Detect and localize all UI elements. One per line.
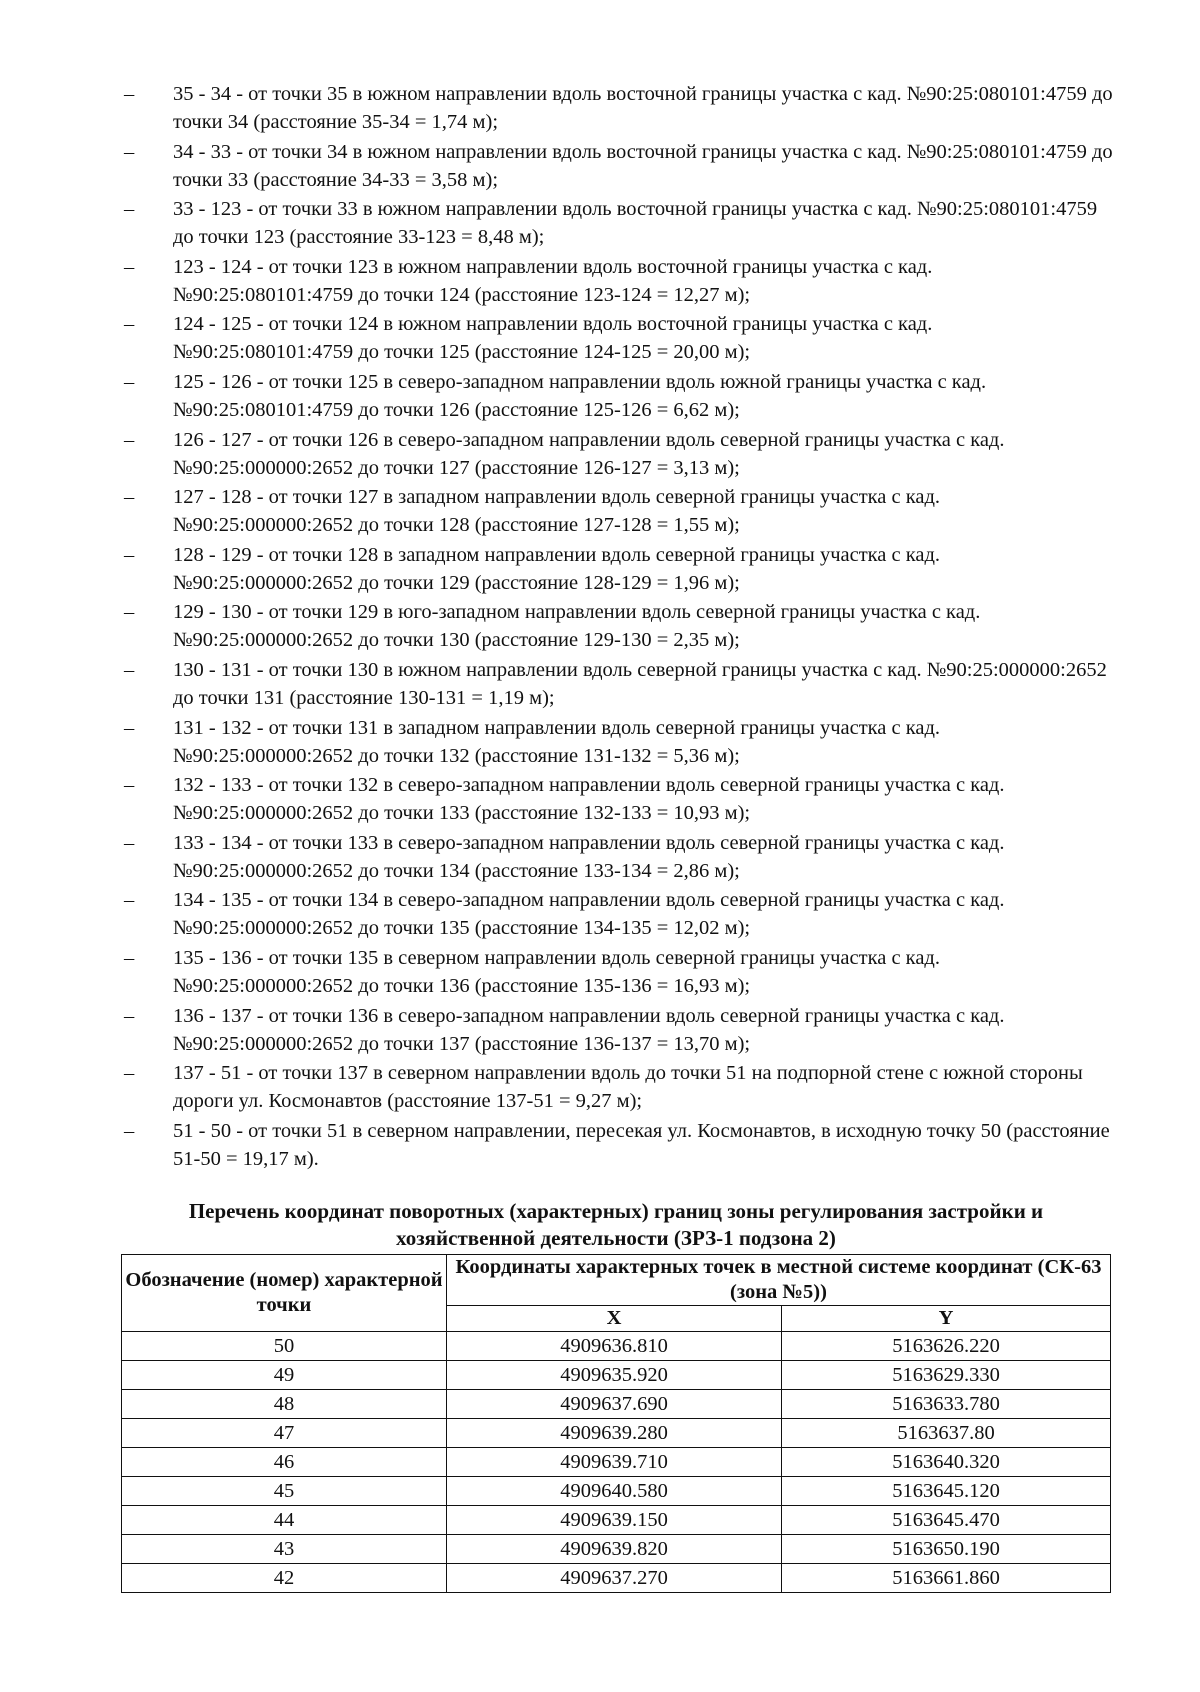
list-dash: – [124,313,135,336]
list-item [124,310,1114,366]
list-item-text: 125 - 126 - от точки 125 в северо-западном направлении вдоль южной границы участка с кад. №90:25:080101:4759 до точки 126 (расстояние 125-126 = 6,62 м); [173,370,987,421]
cell-x: 4909639.710 [447,1448,782,1477]
cell-x: 4909637.690 [447,1390,782,1419]
list-dash: – [124,658,135,681]
cell-point: 48 [122,1390,447,1419]
list-dash: – [124,946,135,969]
list-dash: – [124,601,135,624]
list-dash: – [124,198,135,221]
header-x: X [447,1306,782,1332]
list-item [124,829,1114,885]
list-item-text: 135 - 136 - от точки 135 в северном направлении вдоль северной границы участка с кад. №90:25:000000:2652 до точки 136 (расстояние 135-136 = 16,93 м); [173,946,940,997]
list-item [124,541,1114,597]
cell-y: 5163626.220 [782,1332,1111,1361]
list-dash: – [124,255,135,278]
table-row [122,1506,1111,1535]
table-row [122,1419,1111,1448]
list-item-text: 130 - 131 - от точки 130 в южном направлении вдоль северной границы участка с кад. №90:25:000000:2652 до точки 131 (расстояние 130-131 = 1,19 м); [173,658,1107,709]
table-row [122,1448,1111,1477]
header-y: Y [782,1306,1111,1332]
list-item [124,80,1114,136]
list-dash: – [124,140,135,163]
table-header-row [122,1255,1111,1306]
list-dash: – [124,831,135,854]
cell-y: 5163650.190 [782,1535,1111,1564]
header-point-number: Обозначение (номер) характерной точки [122,1255,447,1332]
list-dash: – [124,428,135,451]
list-item [124,426,1114,482]
list-item-text: 127 - 128 - от точки 127 в западном направлении вдоль северной границы участка с кад. №90:25:000000:2652 до точки 128 (расстояние 127-128 = 1,55 м); [173,486,941,537]
list-item [124,253,1114,309]
list-item [124,886,1114,942]
list-item-text: 33 - 123 - от точки 33 в южном направлении вдоль восточной границы участка с кад. №90:25:080101:4759 до точки 123 (расстояние 33-123 = 8,48 м); [173,198,1098,249]
table-row [122,1535,1111,1564]
list-item-text: 133 - 134 - от точки 133 в северо-западном направлении вдоль северной границы участка с кад. №90:25:000000:2652 до точки 134 (расстояние 133-134 = 2,86 м); [173,831,1005,882]
list-item [124,598,1114,654]
list-item-text: 129 - 130 - от точки 129 в юго-западном направлении вдоль северной границы участка с кад. №90:25:000000:2652 до точки 130 (расстояние 129-130 = 2,35 м); [173,601,981,652]
header-coordinates: Координаты характерных точек в местной системе координат (СК-63 (зона №5)) [447,1255,1111,1306]
cell-x: 4909639.820 [447,1535,782,1564]
cell-point: 50 [122,1332,447,1361]
list-item [124,771,1114,827]
list-item-text: 134 - 135 - от точки 134 в северо-западном направлении вдоль северной границы участка с кад. №90:25:000000:2652 до точки 135 (расстояние 134-135 = 12,02 м); [173,889,1005,940]
boundary-description-list [124,80,1114,1174]
cell-point: 44 [122,1506,447,1535]
cell-y: 5163640.320 [782,1448,1111,1477]
cell-x: 4909637.270 [447,1564,782,1593]
list-item-text: 136 - 137 - от точки 136 в северо-западном направлении вдоль северной границы участка с кад. №90:25:000000:2652 до точки 137 (расстояние 136-137 = 13,70 м); [173,1004,1005,1055]
list-item [124,1117,1114,1173]
table-row [122,1564,1111,1593]
list-item [124,656,1114,712]
cell-point: 46 [122,1448,447,1477]
list-item-text: 132 - 133 - от точки 132 в северо-западном направлении вдоль северной границы участка с кад. №90:25:000000:2652 до точки 133 (расстояние 132-133 = 10,93 м); [173,774,1005,825]
list-item [124,195,1114,251]
list-item [124,1059,1114,1115]
cell-y: 5163645.120 [782,1477,1111,1506]
list-item-text: 126 - 127 - от точки 126 в северо-западном направлении вдоль северной границы участка с кад. №90:25:000000:2652 до точки 127 (расстояние 126-127 = 3,13 м); [173,428,1005,479]
list-dash: – [124,1119,135,1142]
list-dash: – [124,1062,135,1085]
list-item-text: 51 - 50 - от точки 51 в северном направлении, пересекая ул. Космонавтов, в исходную точку 50 (расстояние 51-50 = 19,17 м). [173,1119,1110,1170]
cell-point: 49 [122,1361,447,1390]
table-row [122,1477,1111,1506]
list-dash: – [124,486,135,509]
table-row [122,1332,1111,1361]
cell-x: 4909639.150 [447,1506,782,1535]
list-item [124,1002,1114,1058]
list-item-text: 123 - 124 - от точки 123 в южном направлении вдоль восточной границы участка с кад. №90:25:080101:4759 до точки 124 (расстояние 123-124 = 12,27 м); [173,255,933,306]
list-dash: – [124,1004,135,1027]
table-title: Перечень координат поворотных (характерных) границ зоны регулирования застройки и хозяйственной деятельности (ЗРЗ-1 подзона 2) [188,1199,1044,1250]
cell-y: 5163661.860 [782,1564,1111,1593]
list-dash: – [124,83,135,105]
list-item-text: 131 - 132 - от точки 131 в западном направлении вдоль северной границы участка с кад. №90:25:000000:2652 до точки 132 (расстояние 131-132 = 5,36 м); [173,716,941,767]
cell-y: 5163637.80 [782,1419,1111,1448]
table-row [122,1361,1111,1390]
list-item [124,944,1114,1000]
cell-y: 5163633.780 [782,1390,1111,1419]
cell-y: 5163645.470 [782,1506,1111,1535]
list-item [124,138,1114,194]
list-dash: – [124,774,135,797]
cell-point: 43 [122,1535,447,1564]
list-item-text: 128 - 129 - от точки 128 в западном направлении вдоль северной границы участка с кад. №90:25:000000:2652 до точки 129 (расстояние 128-129 = 1,96 м); [173,543,941,594]
list-dash: – [124,370,135,393]
cell-point: 45 [122,1477,447,1506]
list-dash: – [124,889,135,912]
table-row [122,1390,1111,1419]
cell-x: 4909636.810 [447,1332,782,1361]
cell-x: 4909635.920 [447,1361,782,1390]
list-dash: – [124,716,135,739]
list-item [124,368,1114,424]
list-item [124,483,1114,539]
cell-point: 47 [122,1419,447,1448]
list-item [124,714,1114,770]
list-item-text: 34 - 33 - от точки 34 в южном направлении вдоль восточной границы участка с кад. №90:25:080101:4759 до точки 33 (расстояние 34-33 = 3,58 м); [173,140,1113,191]
list-item-text: 137 - 51 - от точки 137 в северном направлении вдоль до точки 51 на подпорной стене с южной стороны дороги ул. Космонавтов (расстояние 137-51 = 9,27 м); [173,1062,1083,1113]
cell-x: 4909640.580 [447,1477,782,1506]
cell-point: 42 [122,1564,447,1593]
cell-x: 4909639.280 [447,1419,782,1448]
list-item-text: 35 - 34 - от точки 35 в южном направлении вдоль восточной границы участка с кад. №90:25:080101:4759 до точки 34 (расстояние 35-34 = 1,74 м); [173,83,1113,133]
list-item-text: 124 - 125 - от точки 124 в южном направлении вдоль восточной границы участка с кад. №90:25:080101:4759 до точки 125 (расстояние 124-125 = 20,00 м); [173,313,933,364]
coordinates-table [121,1254,1111,1593]
list-dash: – [124,543,135,566]
cell-y: 5163629.330 [782,1361,1111,1390]
